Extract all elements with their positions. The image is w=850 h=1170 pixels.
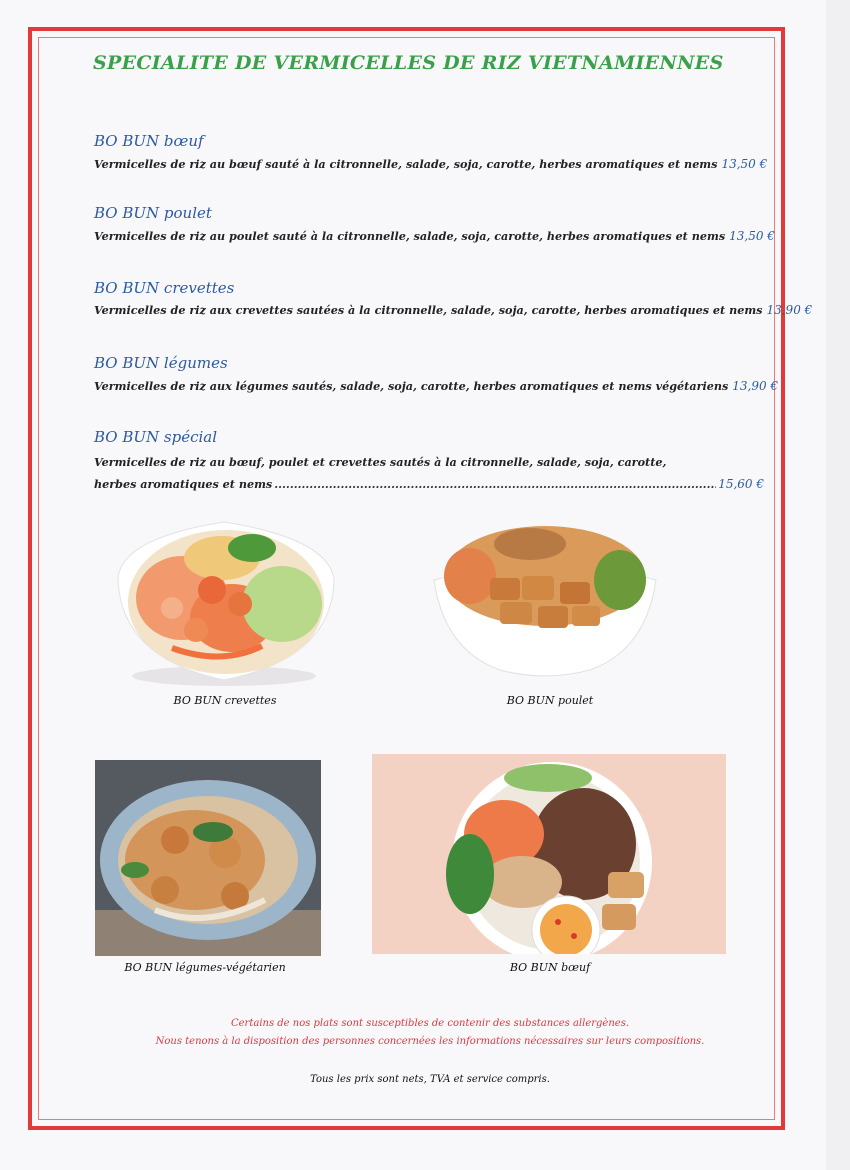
dish-line-crevettes bbox=[94, 303, 813, 321]
dish-description: Vermicelles de riz aux légumes sautés, salade, soja, carotte, herbes aromatiques et nems végétariens bbox=[94, 379, 729, 393]
caption-poulet: BO BUN poulet bbox=[506, 694, 594, 707]
dish-description: Vermicelles de riz aux crevettes sautées à la citronnelle, salade, soja, carotte, herbes aromatiques et nems bbox=[94, 303, 763, 317]
allergen-note-2: Nous tenons à la disposition des personnes concernées les informations nécessaires sur leurs compositions. bbox=[155, 1036, 705, 1047]
dish-name-crevettes: BO BUN crevettes bbox=[94, 279, 235, 297]
dish-line-legumes bbox=[94, 379, 779, 397]
dish-description: Vermicelles de riz au bœuf sauté à la citronnelle, salade, soja, carotte, herbes aromatiques et nems bbox=[94, 157, 718, 171]
caption-legumes: BO BUN légumes-végétarien bbox=[124, 961, 286, 974]
scan-edge bbox=[826, 0, 850, 1170]
dish-name-boeuf: BO BUN bœuf bbox=[94, 132, 204, 150]
dish-description: herbes aromatiques et nems bbox=[94, 477, 273, 491]
photo-bobun-crevettes bbox=[112, 508, 340, 690]
dish-line-poulet bbox=[94, 229, 775, 247]
dish-price: 13,50 € bbox=[729, 229, 775, 243]
caption-crevettes: BO BUN crevettes bbox=[173, 694, 277, 707]
dish-description: Vermicelles de riz au bœuf, poulet et crevettes sautés à la citronnelle, salade, soja, carotte, bbox=[94, 455, 667, 469]
dish-price: 15,60 € bbox=[718, 477, 764, 491]
price-note: Tous les prix sont nets, TVA et service compris. bbox=[310, 1074, 550, 1085]
dish-line-special-2 bbox=[94, 477, 764, 495]
dish-line-special-1 bbox=[94, 455, 764, 473]
dish-price: 13,90 € bbox=[732, 379, 779, 393]
dish-name-special: BO BUN spécial bbox=[94, 428, 218, 446]
photo-bobun-poulet bbox=[430, 510, 660, 682]
allergen-note-1: Certains de nos plats sont susceptibles de contenir des substances allergènes. bbox=[230, 1018, 630, 1029]
dot-leader bbox=[274, 477, 716, 491]
dish-name-poulet: BO BUN poulet bbox=[94, 204, 212, 222]
dish-description: Vermicelles de riz au poulet sauté à la citronnelle, salade, soja, carotte, herbes aromatiques et nems bbox=[94, 229, 726, 243]
dish-price: 13,90 € bbox=[766, 303, 813, 317]
dish-line-boeuf bbox=[94, 157, 768, 175]
photo-bobun-legumes bbox=[95, 760, 321, 956]
caption-boeuf: BO BUN bœuf bbox=[509, 961, 591, 974]
photo-bobun-boeuf bbox=[372, 754, 726, 954]
dish-price: 13,50 € bbox=[721, 157, 768, 171]
dish-name-legumes: BO BUN légumes bbox=[94, 354, 228, 372]
menu-title: SPECIALITE DE VERMICELLES DE RIZ VIETNAMIENNES bbox=[93, 52, 724, 74]
